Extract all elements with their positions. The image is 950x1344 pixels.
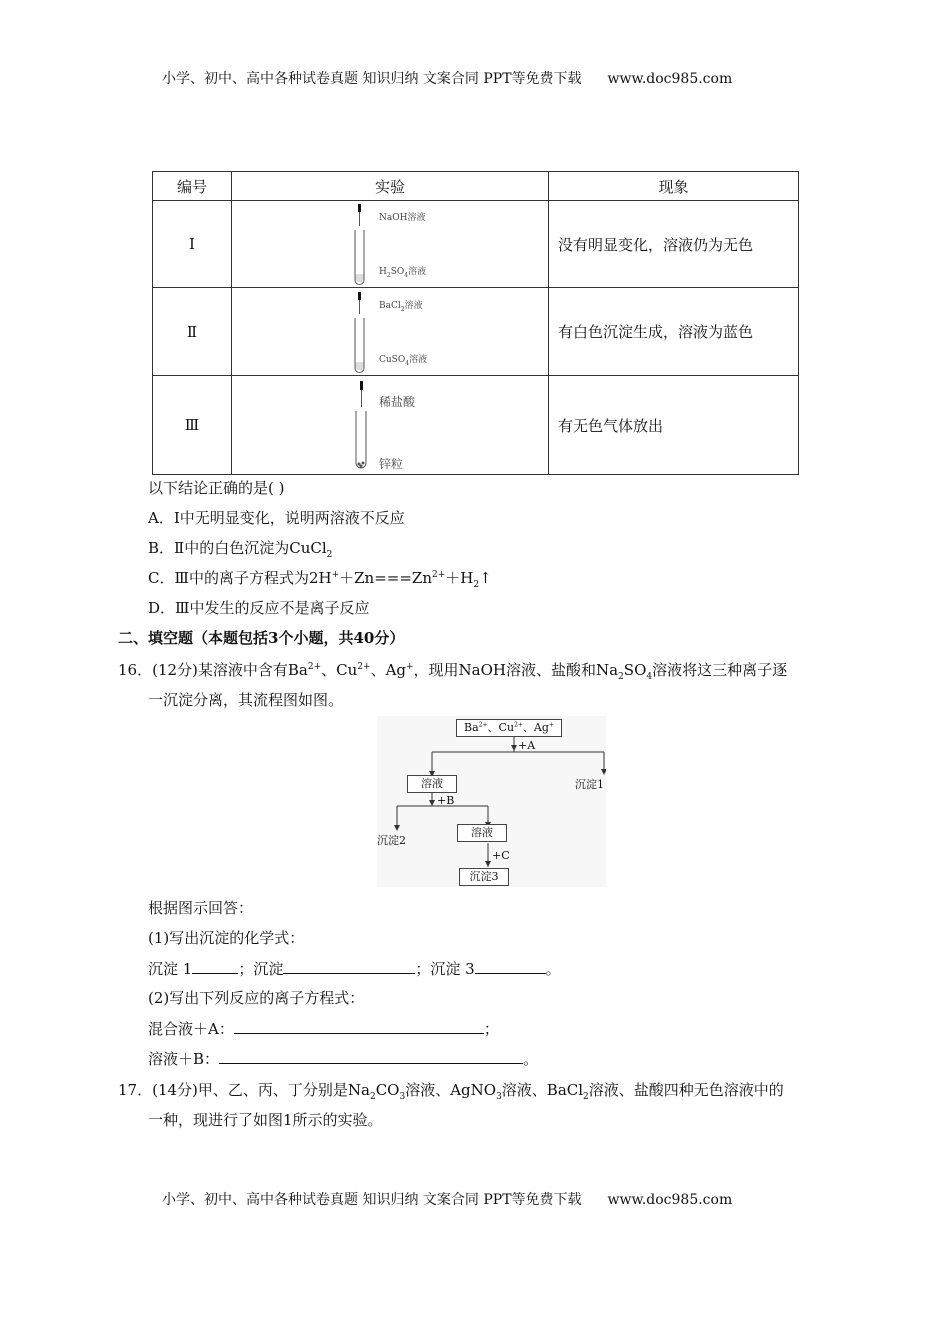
precipitate-3-box: 沉淀3 (459, 868, 509, 886)
part-2: (2)写出下列反应的离子方程式： (148, 989, 365, 1007)
reagent-label: BaCl$_2$溶液 (379, 300, 423, 313)
phenomenon: 没有明显变化，溶液仍为无色 (549, 201, 799, 288)
tube-contents-label: 锌粒 (379, 457, 404, 471)
section-heading: 二、填空题（本题包括3个小题，共40分） (118, 629, 405, 647)
footer-url: www.doc985.com (607, 1192, 733, 1208)
col-header-id: 编号 (153, 172, 232, 201)
equation-2: 溶液＋B： 。 (148, 1050, 539, 1068)
q16-stem-cont: 一沉淀分离，其流程图如图。 (148, 691, 344, 709)
answer-blank-3[interactable] (475, 958, 546, 974)
question-stem: 以下结论正确的是( ) (148, 479, 285, 497)
precipitate-answers: 沉淀 1 ；沉淀 ；沉淀 3 。 (148, 960, 561, 978)
flow-solution-box: 溶液 (457, 824, 507, 842)
test-tube-diagram (354, 379, 444, 471)
tube-contents-label: $H_2SO_4$溶液 (379, 267, 427, 279)
option-b: B．Ⅱ中的白色沉淀为CuCl$_2$ (148, 539, 333, 560)
row-id: Ⅰ (153, 201, 232, 288)
equation-blank-1[interactable] (234, 1018, 484, 1034)
footer-text: 小学、初中、高中各种试卷真题 知识归纳 文案合同 PPT等免费下载 (162, 1192, 582, 1208)
reagent-c: +C (492, 849, 510, 862)
experiment-table (152, 171, 799, 475)
flowchart (377, 716, 606, 887)
table-row (153, 201, 799, 288)
flow-start-box: $Ba^{2+}$、$Cu^{2+}$、Ag+ (456, 719, 562, 737)
page-footer (162, 1190, 732, 1210)
phenomenon: 有白色沉淀生成，溶液为蓝色 (549, 288, 799, 376)
table-row (153, 376, 799, 475)
header-text: 小学、初中、高中各种试卷真题 知识归纳 文案合同 PPT等免费下载 (162, 71, 582, 87)
option-d: D．Ⅲ中发生的反应不是离子反应 (148, 599, 370, 617)
col-header-phenomenon: 现象 (549, 172, 799, 201)
equation-1: 混合液＋A： ； (148, 1020, 499, 1038)
answer-blank-2[interactable] (283, 958, 415, 974)
page-header (162, 69, 732, 89)
reagent-a: +A (518, 739, 536, 752)
phenomenon: 有无色气体放出 (549, 376, 799, 475)
q17-stem-cont: 一种，现进行了如图1所示的实验。 (148, 1111, 383, 1129)
flow-solution-box: 溶液 (407, 775, 457, 793)
answer-blank-1[interactable] (192, 958, 238, 974)
option-a: A．Ⅰ中无明显变化，说明两溶液不反应 (148, 509, 405, 527)
answer-intro: 根据图示回答： (148, 899, 254, 917)
equation-blank-2[interactable] (219, 1048, 523, 1064)
row-id: Ⅲ (153, 376, 232, 475)
reagent-label: NaOH溶液 (379, 213, 426, 223)
part-1: (1)写出沉淀的化学式： (148, 929, 305, 947)
test-tube-diagram (354, 202, 444, 286)
reagent-label: 稀盐酸 (379, 395, 416, 409)
col-header-experiment: 实验 (232, 172, 549, 201)
test-tube-diagram (354, 290, 444, 374)
precipitate-1: 沉淀1 (575, 778, 604, 791)
precipitate-2: 沉淀2 (377, 834, 406, 847)
table-row (153, 288, 799, 376)
q17-stem: 17．(14分)甲、乙、丙、丁分别是$Na_2CO_3$溶液、AgNO$_3$溶液、BaCl$_2$溶液、盐酸四种无色溶液中的 (118, 1081, 784, 1102)
header-url: www.doc985.com (607, 71, 733, 87)
option-c: C．Ⅲ中的离子方程式为$2H^++Zn===Zn^{2+}+H_2↑$ (148, 569, 492, 590)
q16-stem: 16．(12分)某溶液中含有$Ba^{2+}$、$Cu^{2+}$、Ag+，现用NaOH溶液、盐酸和$Na_2SO_4$溶液将这三种离子逐 (118, 661, 788, 682)
reagent-b: +B (437, 794, 455, 807)
row-id: Ⅱ (153, 288, 232, 376)
tube-contents-label: CuSO$_4$溶液 (379, 354, 428, 367)
